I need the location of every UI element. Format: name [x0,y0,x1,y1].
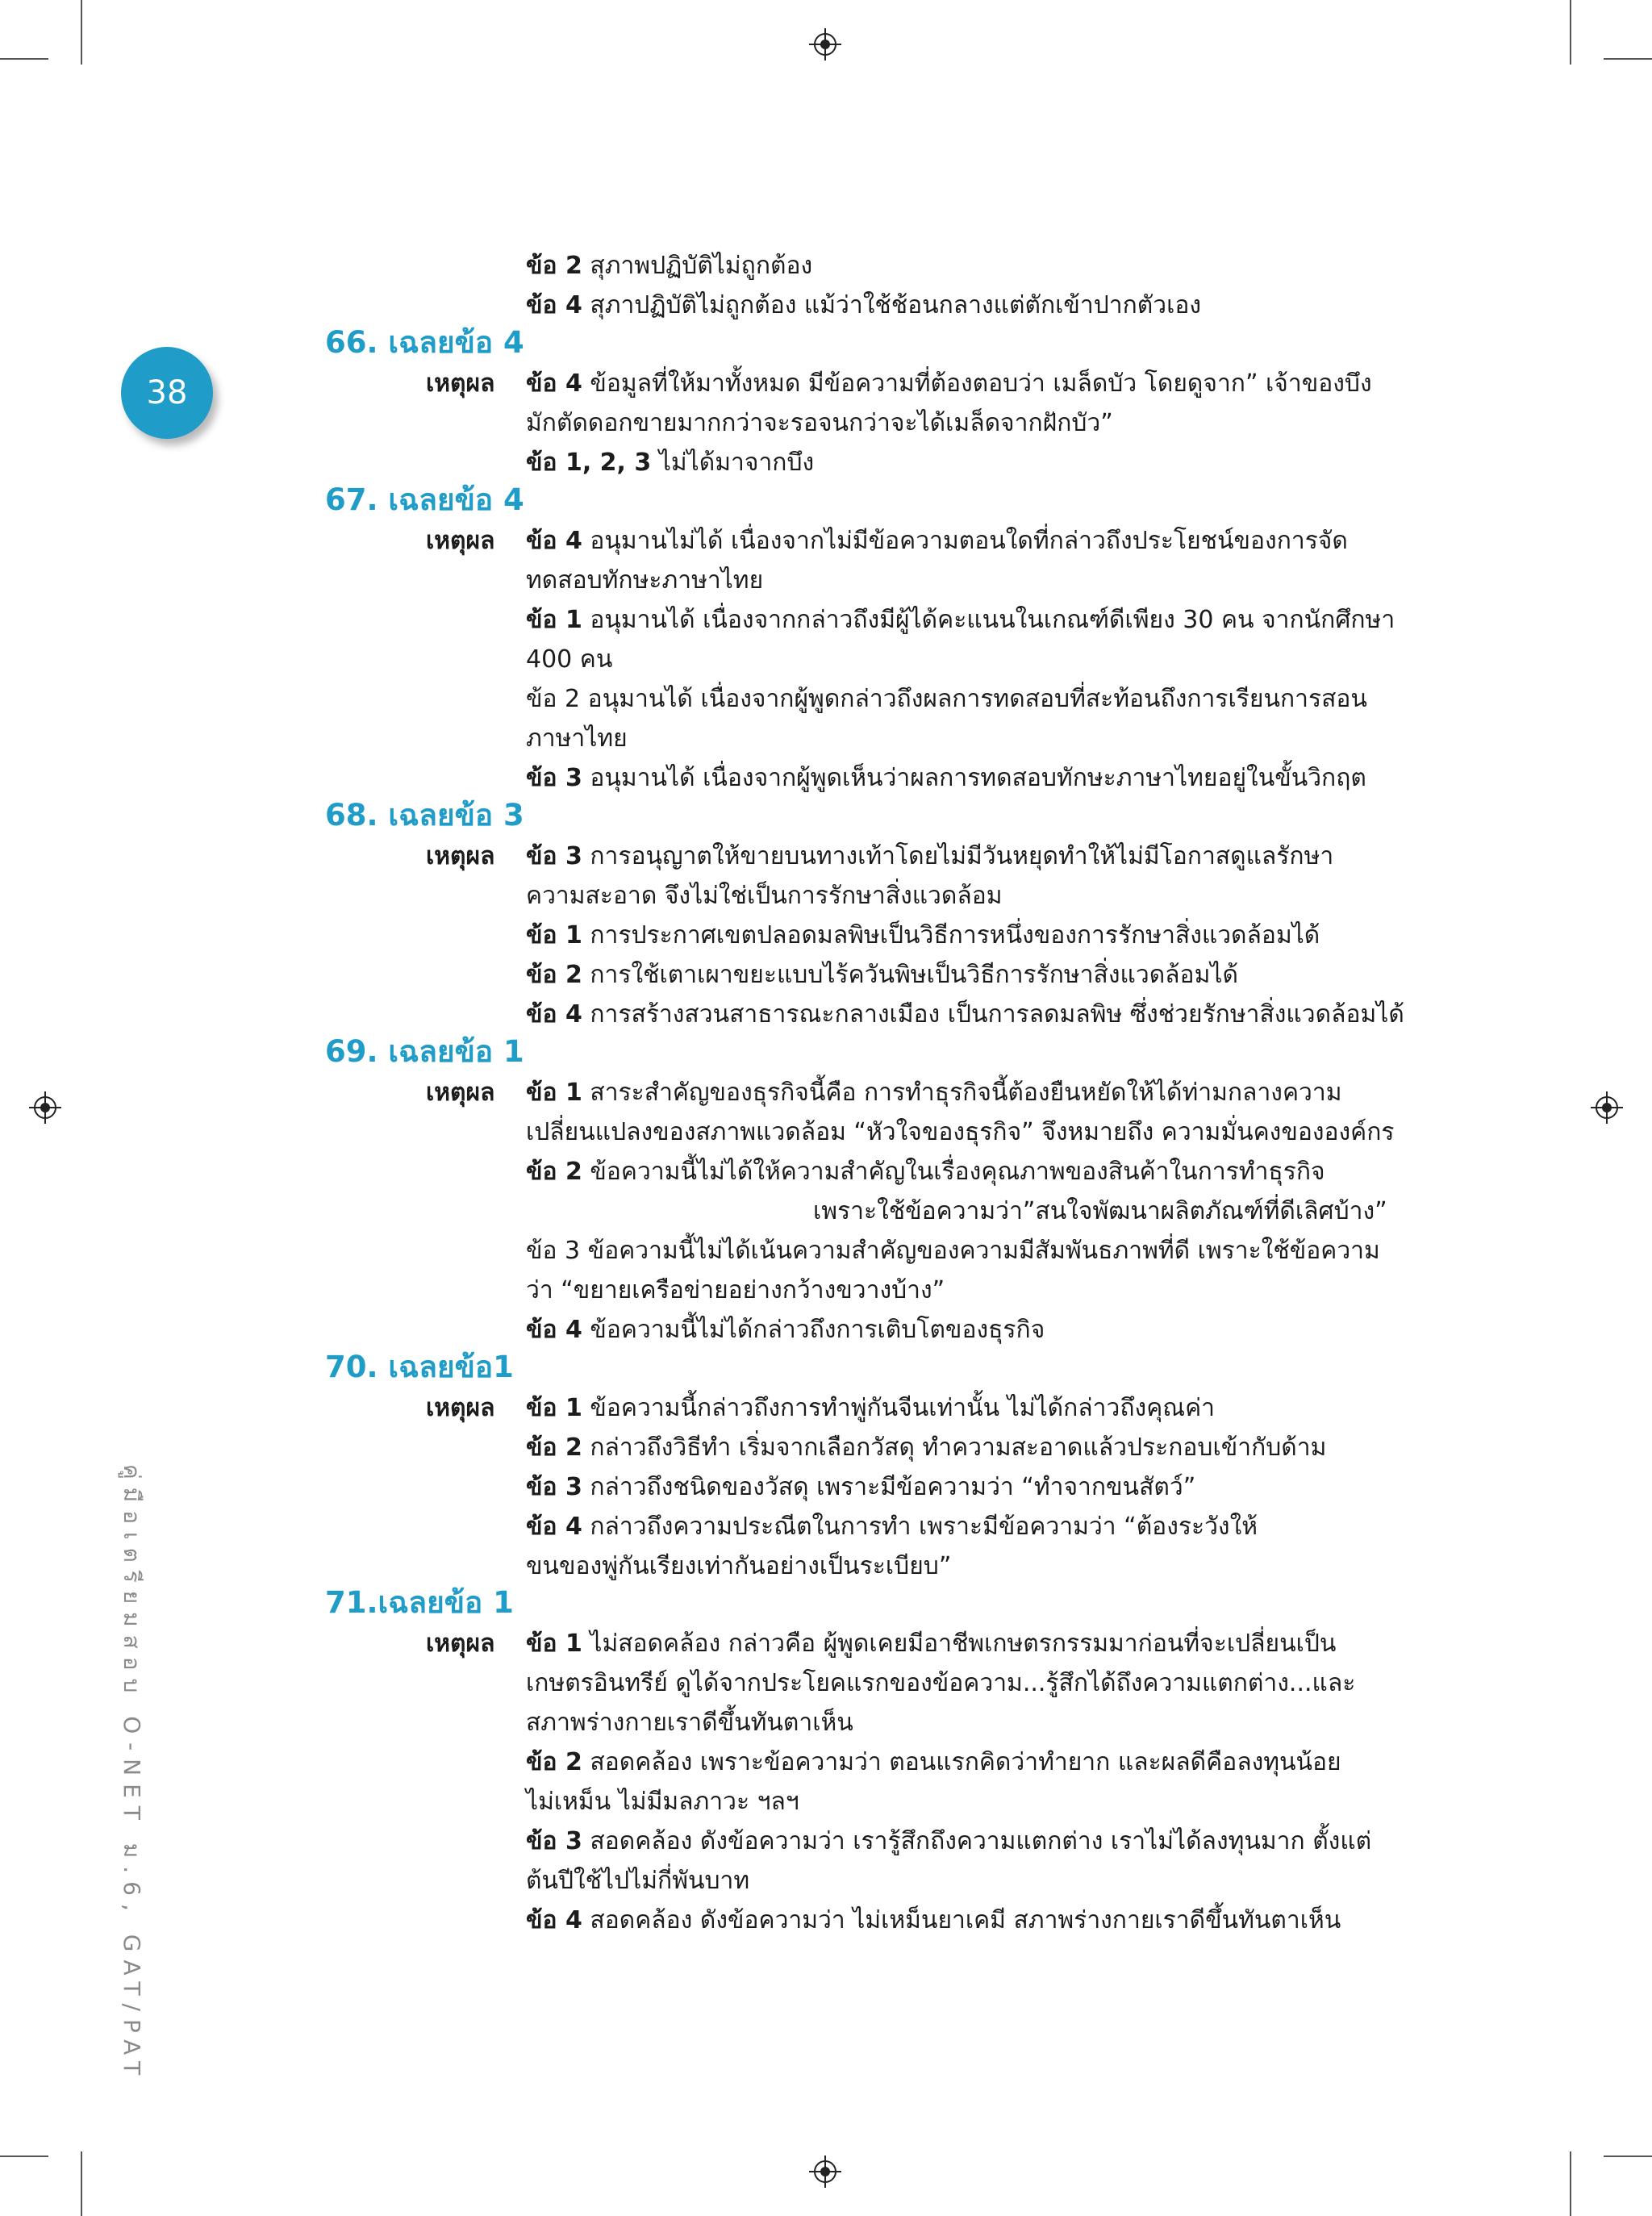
option-label: ข้อ 3 [526,764,582,792]
option-text: อนุมานไม่ได้ เนื่องจากไม่มีข้อความตอนใดที่กล่าวถึงประโยชน์ของการจัด [582,527,1348,555]
option-text: สอดคล้อง ดังข้อความว่า ไม่เหม็นยาเคมี สภาพร่างกายเราดีขึ้นทันตาเห็น [582,1906,1341,1934]
option-text: การสร้างสวนสาธารณะกลางเมือง เป็นการลดมลพิษ ซึ่งช่วยรักษาสิ่งแวดล้อมได้ [582,1000,1404,1029]
option-label: ข้อ 2 [526,961,582,989]
reason-label: เหตุผล [426,1394,495,1422]
answer-line: ความสะอาด จึงไม่ใช่เป็นการรักษาสิ่งแวดล้อม [526,882,1003,910]
option-label: ข้อ 2 [526,1158,582,1186]
reason-label: เหตุผล [426,1079,495,1107]
option-text: สอดคล้อง เพราะข้อความว่า ตอนแรกคิดว่าทำยาก และผลดีคือลงทุนน้อย [582,1748,1341,1776]
answer-line [526,290,1201,322]
option-label: ข้อ 1, 2, 3 [526,449,652,477]
answer-line [526,1432,1326,1464]
answer-line [526,447,814,479]
option-label: ข้อ 4 [526,1316,582,1344]
answer-heading-71: 71.เฉลยข้อ 1 [325,1585,514,1620]
registration-mark-icon [29,1091,61,1124]
answer-line: ขนของพู่กันเรียงเท่ากันอย่างเป็นระเบียบ” [526,1552,952,1580]
option-text: การใช้เตาเผาขยะแบบไร้ควันพิษเป็นวิธีการรักษาสิ่งแวดล้อมได้ [582,961,1238,989]
option-label: ข้อ 3 [526,1473,582,1501]
crop-mark [1604,2155,1652,2157]
option-label: ข้อ 4 [526,369,582,398]
option-label: ข้อ 1 [526,1630,582,1658]
option-text: สาระสำคัญของธุรกิจนี้คือ การทำธุรกิจนี้ต้องยืนหยัดให้ได้ท่ามกลางความ [582,1079,1342,1107]
answer-line [526,604,1395,636]
option-text: กล่าวถึงวิธีทำ เริ่มจากเลือกวัสดุ ทำความสะอาดแล้วประกอบเข้ากับด้าม [582,1434,1327,1462]
answer-line [526,1471,1195,1504]
option-label: ข้อ 4 [526,291,582,319]
answer-line: ข้อ 3 ข้อความนี้ไม่ได้เน้นความสำคัญของความมีสัมพันธภาพที่ดี เพราะใช้ข้อความ [526,1237,1380,1265]
answer-line [526,959,1238,991]
page-number-badge: 38 [121,347,213,439]
option-text: อนุมานได้ เนื่องจากกล่าวถึงมีผู้ได้คะแนนในเกณฑ์ดีเพียง 30 คน จากนักศึกษา [582,606,1395,634]
answer-line [526,920,1320,952]
registration-mark-icon [809,2155,841,2188]
answer-line: ต้นปีใช้ไปไม่กี่พันบาท [526,1867,750,1895]
option-text: สุภาพปฏิบัติไม่ถูกต้อง [582,252,813,280]
answer-line: ทดสอบทักษะภาษาไทย [526,566,764,595]
answer-line: เพราะใช้ข้อความว่า”สนใจพัฒนาผลิตภัณฑ์ที่ดีเลิศบ้าง” [813,1197,1387,1225]
option-label: ข้อ 4 [526,527,582,555]
answer-line [526,1314,1045,1346]
option-text: กล่าวถึงความประณีตในการทำ เพราะมีข้อความว่า “ต้องระวังให้ [582,1513,1258,1541]
option-label: ข้อ 3 [526,1827,582,1855]
option-label: ข้อ 1 [526,921,582,949]
option-text: ข้อมูลที่ให้มาทั้งหมด มีข้อความที่ต้องตอบว่า เมล็ดบัว โดยดูจาก” เจ้าของบึง [582,369,1372,398]
answer-line [526,1747,1341,1779]
option-label: ข้อ 4 [526,1000,582,1029]
answer-line [526,1392,1215,1425]
option-label: ข้อ 1 [526,1079,582,1107]
option-label: ข้อ 3 [526,842,582,870]
crop-mark [0,58,48,60]
answer-line [526,1156,1325,1188]
answer-line: ภาษาไทย [526,724,628,753]
option-text: การประกาศเขตปลอดมลพิษเป็นวิธีการหนึ่งของการรักษาสิ่งแวดล้อมได้ [582,921,1320,949]
crop-mark [0,2155,48,2157]
option-text: อนุมานได้ เนื่องจากผู้พูดเห็นว่าผลการทดสอบทักษะภาษาไทยอยู่ในขั้นวิกฤต [582,764,1366,792]
answer-line [526,250,812,282]
answer-line [526,841,1333,873]
answer-line [526,1905,1341,1937]
reason-label: เหตุผล [426,369,495,398]
answer-line: ว่า “ขยายเครือข่ายอย่างกว้างขวางบ้าง” [526,1276,945,1304]
answer-heading-69: 69. เฉลยข้อ 1 [325,1034,524,1069]
crop-mark [1570,0,1571,65]
registration-mark-icon [809,28,841,61]
option-text: สุภาปฏิบัติไม่ถูกต้อง แม้ว่าใช้ช้อนกลางแต่ตักเข้าปากตัวเอง [582,291,1202,319]
answer-line: สภาพร่างกายเราดีขึ้นทันตาเห็น [526,1709,853,1737]
crop-mark [81,0,82,65]
option-text: การอนุญาตให้ขายบนทางเท้าโดยไม่มีวันหยุดทำให้ไม่มีโอกาสดูแลรักษา [582,842,1334,870]
option-label: ข้อ 2 [526,252,582,280]
answer-line: เกษตรอินทรีย์ ดูได้จากประโยคแรกของข้อความ...รู้สึกได้ถึงความแตกต่าง...และ [526,1669,1356,1697]
option-text: ไม่สอดคล้อง กล่าวคือ ผู้พูดเคยมีอาชีพเกษตรกรรมมาก่อนที่จะเปลี่ยนเป็น [582,1630,1337,1658]
option-text: ไม่ได้มาจากบึง [651,449,815,477]
answer-line: มักตัดดอกขายมากกว่าจะรอจนกว่าจะได้เมล็ดจากฝักบัว” [526,409,1113,437]
answer-line [526,368,1372,400]
answer-line [526,1511,1258,1543]
registration-mark-icon [1591,1091,1623,1124]
answer-line: 400 คน [526,645,613,674]
answer-line [526,1077,1341,1109]
option-label: ข้อ 2 [526,1434,582,1462]
answer-heading-68: 68. เฉลยข้อ 3 [325,798,524,833]
option-label: ข้อ 2 [526,1748,582,1776]
option-label: ข้อ 4 [526,1513,582,1541]
answer-line [526,999,1404,1031]
reason-label: เหตุผล [426,1630,495,1658]
option-text: ข้อความนี้ไม่ได้กล่าวถึงการเติบโตของธุรกิจ [582,1316,1045,1344]
option-text: สอดคล้อง ดังข้อความว่า เรารู้สึกถึงความแตกต่าง เราไม่ได้ลงทุนมาก ตั้งแต่ [582,1827,1372,1855]
answer-line [526,1826,1371,1858]
answer-heading-66: 66. เฉลยข้อ 4 [325,325,524,360]
option-label: ข้อ 1 [526,606,582,634]
answer-heading-70: 70. เฉลยข้อ1 [325,1350,514,1384]
answer-heading-67: 67. เฉลยข้อ 4 [325,482,524,517]
side-book-title: คู่มือเตรียมสอบ O-NET ม.6, GAT/PAT [119,1464,145,2084]
crop-mark [1570,2151,1571,2216]
answer-line [526,1628,1336,1660]
option-text: ข้อความนี้ไม่ได้ให้ความสำคัญในเรื่องคุณภาพของสินค้าในการทำธุรกิจ [582,1158,1325,1186]
reason-label: เหตุผล [426,527,495,555]
option-label: ข้อ 1 [526,1394,582,1422]
reason-label: เหตุผล [426,842,495,870]
option-text: ข้อความนี้กล่าวถึงการทำพู่กันจีนเท่านั้น ไม่ได้กล่าวถึงคุณค่า [582,1394,1216,1422]
answer-line: เปลี่ยนแปลงของสภาพแวดล้อม “หัวใจของธุรกิจ” จึงหมายถึง ความมั่นคงขององค์กร [526,1118,1395,1146]
answer-line: ไม่เหม็น ไม่มีมลภาวะ ฯลฯ [526,1788,799,1816]
crop-mark [1604,58,1652,60]
option-label: ข้อ 4 [526,1906,582,1934]
answer-line: ข้อ 2 อนุมานได้ เนื่องจากผู้พูดกล่าวถึงผลการทดสอบที่สะท้อนถึงการเรียนการสอน [526,685,1367,713]
answer-line [526,762,1366,795]
answer-line [526,525,1348,557]
option-text: กล่าวถึงชนิดของวัสดุ เพราะมีข้อความว่า “ทำจากขนสัตว์” [582,1473,1196,1501]
crop-mark [81,2151,82,2216]
